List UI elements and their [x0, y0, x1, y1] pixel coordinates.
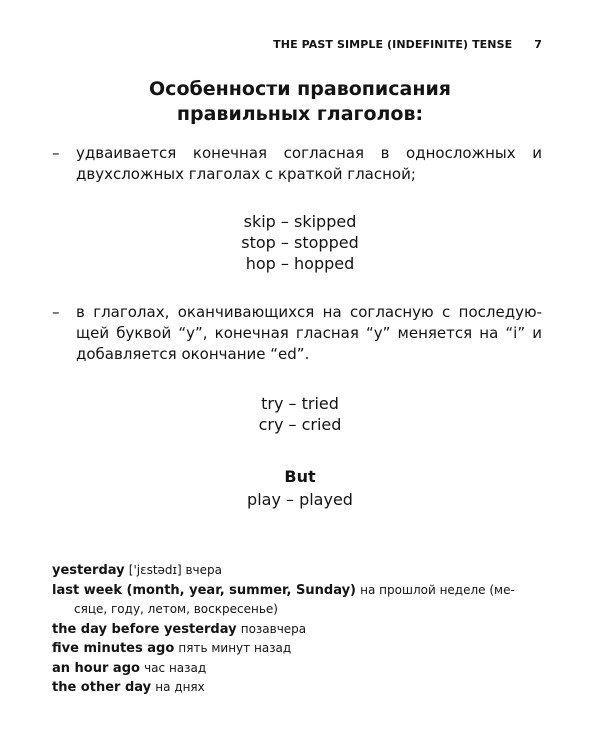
- vocab-translation: час назад: [144, 660, 207, 675]
- section-heading: [60, 77, 540, 127]
- vocab-item: [52, 561, 542, 581]
- but-example: play – played: [247, 490, 353, 509]
- vocab-translation-continued: сяце, году, летом, воскресенье): [74, 602, 278, 616]
- vocab-term: last week (month, year, summer, Sunday): [52, 582, 356, 598]
- example-line: try – tried: [261, 394, 339, 413]
- rule-text: удваивается конечная согласная в односложных и двухсложных глаголах с краткой гласной;: [76, 144, 542, 183]
- vocab-term: an hour ago: [52, 660, 140, 676]
- heading-line-2: правильных глаголов:: [176, 103, 424, 125]
- examples-y-to-i: [150, 393, 450, 435]
- vocab-translation: пять минут назад: [178, 641, 292, 655]
- rule-item-doubling: [52, 143, 542, 185]
- vocab-translation: на прошлой неделе (ме-: [360, 582, 515, 597]
- running-header: [273, 38, 542, 51]
- vocab-item: [52, 678, 542, 698]
- but-label: But: [284, 467, 316, 486]
- examples-doubling: [150, 211, 450, 274]
- example-line: stop – stopped: [241, 233, 359, 252]
- vocab-term: the other day: [52, 680, 152, 695]
- example-line: cry – cried: [258, 415, 342, 434]
- vocab-translation: на днях: [155, 680, 205, 694]
- vocabulary-list: [52, 561, 542, 698]
- list-dash: –: [52, 303, 60, 321]
- vocab-item: [52, 639, 542, 659]
- heading-line-1: Особенности правописания: [149, 78, 451, 100]
- rule-item-y-to-i: [52, 302, 542, 365]
- header-title: THE PAST SIMPLE (INDEFINITE) TENSE: [273, 38, 513, 51]
- rule-text: в глаголах, оканчивающихся на согласную с последую-щей буквой “y”, конечная гласная “y” меняется на “i” и добавляется окончание “ed”.: [76, 303, 542, 363]
- vocab-item: [52, 620, 542, 640]
- example-line: hop – hopped: [245, 254, 355, 273]
- vocab-translation: позавчера: [240, 621, 307, 636]
- page-number: 7: [534, 38, 542, 51]
- example-line: skip – skipped: [243, 212, 357, 231]
- vocab-term: yesterday: [52, 563, 125, 578]
- vocab-item: [52, 659, 542, 679]
- vocab-item: [52, 581, 542, 620]
- list-dash: –: [52, 144, 60, 162]
- vocab-term: the day before yesterday: [52, 621, 237, 637]
- vocab-translation: ['jɛstədɪ] вчера: [128, 563, 222, 577]
- vocab-term: five minutes ago: [52, 641, 175, 656]
